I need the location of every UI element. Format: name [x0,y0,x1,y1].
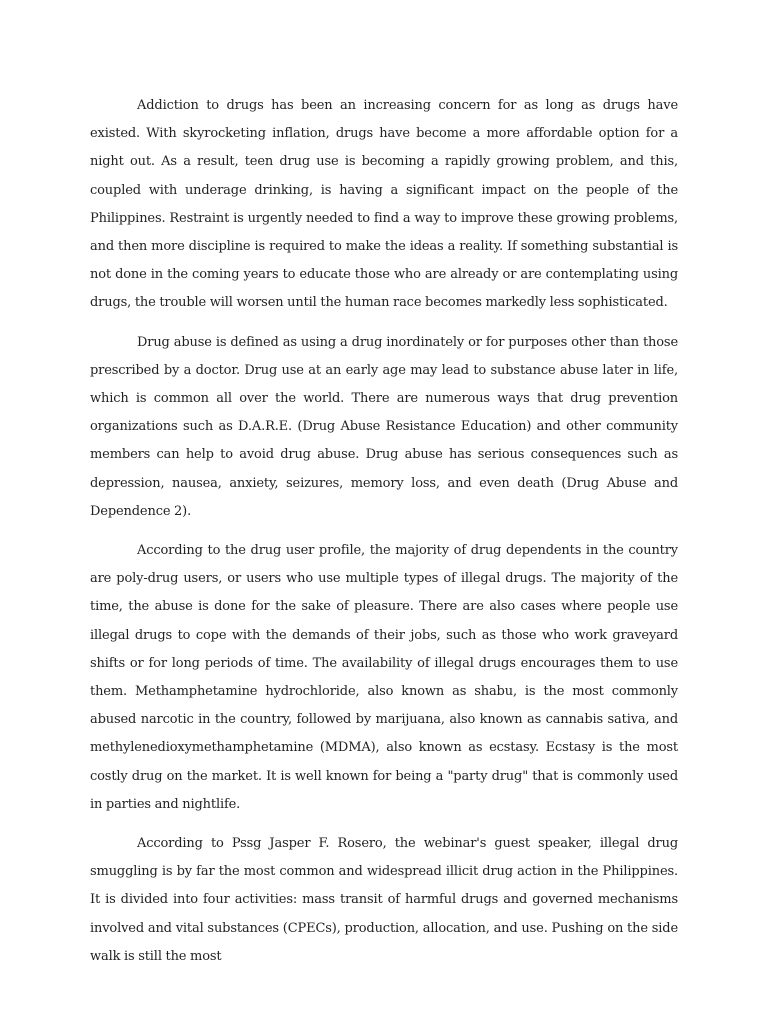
paragraph-1: Addiction to drugs has been an increasing concern for as long as drugs have existed. With skyrocketing inflation, drugs have become a more affordable option for a night out. As a result, teen drug use is becoming a rapidly growing problem, and this, coupled with underage drinking, is having a significant impact on the people of the Philippines. Restraint is urgently needed to find a way to improve these growing problems, and then more discipline is required to make the ideas a reality. If something substantial is not done in the coming years to educate those who are already or are contemplating using drugs, the trouble will worsen until the human race becomes markedly less sophisticated. [90,98,678,311]
document-body [90,92,678,982]
paragraph-4: According to Pssg Jasper F. Rosero, the webinar's guest speaker, illegal drug smuggling is by far the most common and widespread illicit drug action in the Philippines. It is divided into four activities: mass transit of harmful drugs and governed mechanisms involved and vital substances (CPECs), production, allocation, and use. Pushing on the side walk is still the most [90,836,678,964]
paragraph-3: According to the drug user profile, the majority of drug dependents in the country are poly-drug users, or users who use multiple types of illegal drugs. The majority of the time, the abuse is done for the sake of pleasure. There are also cases where people use illegal drugs to cope with the demands of their jobs, such as those who work graveyard shifts or for long periods of time. The availability of illegal drugs encourages them to use them. Methamphetamine hydrochloride, also known as shabu, is the most commonly abused narcotic in the country, followed by marijuana, also known as cannabis sativa, and methylenedioxymethamphetamine (MDMA), also known as ecstasy. Ecstasy is the most costly drug on the market. It is well known for being a "party drug" that is commonly used in parties and nightlife. [90,543,678,812]
paragraph-2: Drug abuse is defined as using a drug inordinately or for purposes other than those prescribed by a doctor. Drug use at an early age may lead to substance abuse later in life, which is common all over the world. There are numerous ways that drug prevention organizations such as D.A.R.E. (Drug Abuse Resistance Education) and other community members can help to avoid drug abuse. Drug abuse has serious consequences such as depression, nausea, anxiety, seizures, memory loss, and even death (Drug Abuse and Dependence 2). [90,334,678,519]
